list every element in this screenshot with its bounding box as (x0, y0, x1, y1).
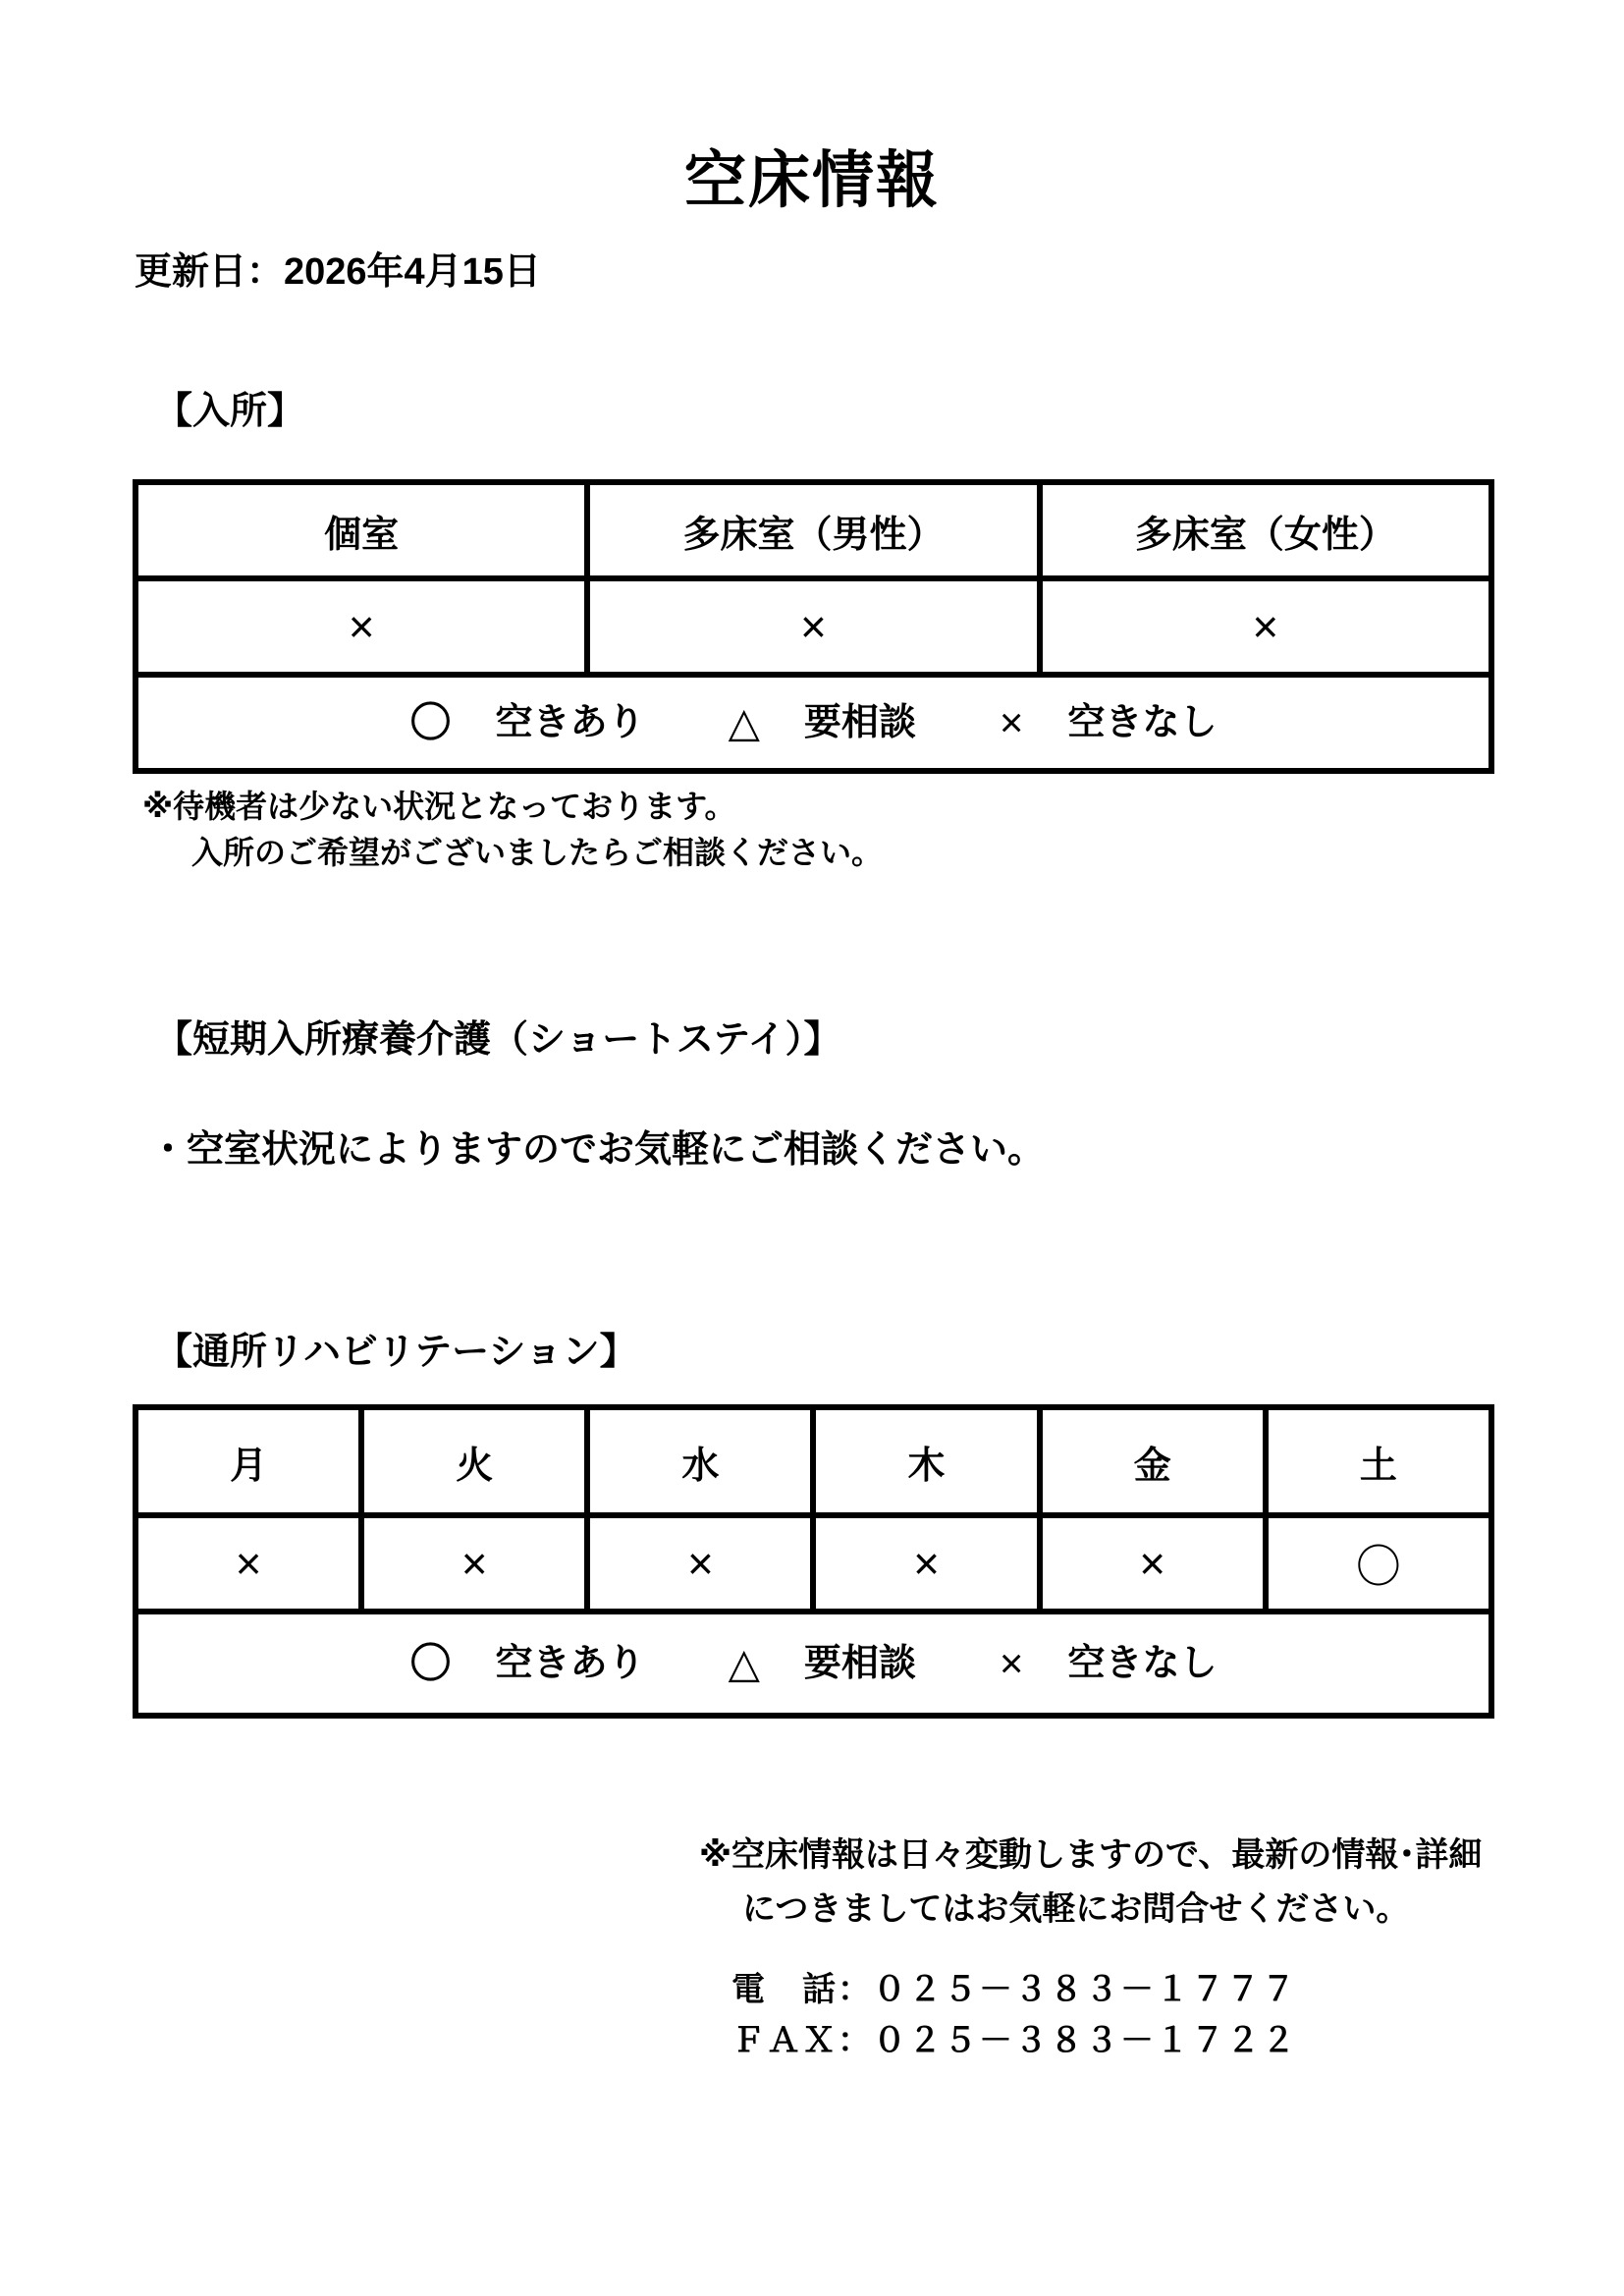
footer-notes (699, 1829, 1624, 1937)
day-mark-fri: × (1040, 1515, 1266, 1612)
day-rehab-header-row (135, 1407, 1491, 1515)
day-rehab-legend-row (135, 1612, 1491, 1716)
day-col-thu: 木 (813, 1407, 1039, 1515)
legend-item-consult (728, 699, 916, 746)
day-mark-wed: × (587, 1515, 813, 1612)
note-line: につきましてはお気軽にお問合せください。 (742, 1890, 1410, 1929)
triangle-icon: △ (728, 699, 760, 746)
triangle-icon: △ (728, 1640, 760, 1687)
day-col-wed: 水 (587, 1407, 813, 1515)
legend-label: 空きなし (1067, 1643, 1218, 1685)
day-mark-thu: × (813, 1515, 1039, 1612)
contact-block (731, 1964, 1624, 2066)
note-line: 入所のご希望がございましたらご相談ください。 (191, 835, 884, 871)
note-line: ※待機者は少ない状況となっております。 (142, 789, 736, 825)
short-stay-note: ・空室状況によりますのでお気軽にご相談ください。 (149, 1129, 1046, 1172)
day-mark-tue: × (361, 1515, 587, 1612)
note-line: ※空床情報は日々変動しますので、最新の情報･詳細 (699, 1836, 1483, 1875)
day-mark-mon: × (135, 1515, 361, 1612)
admission-mark-private-room: × (135, 578, 587, 675)
admission-table-header-row (135, 482, 1491, 578)
section-heading-day-rehab: 【通所リハビリテーション】 (155, 1331, 637, 1373)
update-date: 更新日：2026年4月15日 (135, 251, 541, 294)
availability-legend (138, 1640, 1489, 1687)
legend-label: 要相談 (803, 702, 916, 744)
cross-icon: × (999, 1640, 1024, 1687)
section-heading-admission: 【入所】 (155, 390, 305, 432)
day-rehab-marks-row (135, 1515, 1491, 1612)
circle-icon: 〇 (409, 1640, 452, 1687)
legend-label: 空きあり (495, 1643, 645, 1685)
day-col-tue: 火 (361, 1407, 587, 1515)
legend-item-full (999, 699, 1218, 746)
section-heading-short-stay: 【短期入所療養介護（ショートステイ）】 (155, 1019, 841, 1062)
legend-item-available (409, 699, 645, 746)
legend-label: 空きなし (1067, 702, 1218, 744)
cross-icon: × (999, 699, 1024, 746)
tel-line (731, 1964, 1624, 2015)
legend-label: 空きあり (495, 702, 645, 744)
admission-notes (142, 784, 1624, 876)
page-title: 空床情報 (684, 146, 940, 215)
legend-label: 要相談 (803, 1643, 916, 1685)
day-mark-sat: 〇 (1266, 1515, 1491, 1612)
fax-number: ０２５－３８３－１７２２ (873, 2022, 1297, 2060)
tel-number: ０２５－３８３－１７７７ (873, 1971, 1297, 2009)
day-col-fri: 金 (1040, 1407, 1266, 1515)
day-col-mon: 月 (135, 1407, 361, 1515)
admission-col-shared-room-female: 多床室（女性） (1040, 482, 1491, 578)
day-col-sat: 土 (1266, 1407, 1491, 1515)
admission-table-legend-row (135, 675, 1491, 771)
admission-table-marks-row (135, 578, 1491, 675)
availability-legend (138, 699, 1489, 746)
legend-item-full (999, 1640, 1218, 1687)
admission-col-private-room: 個室 (135, 482, 587, 578)
fax-label: ＦＡＸ： (731, 2022, 873, 2060)
tel-label: 電 話： (731, 1971, 873, 2009)
legend-item-consult (728, 1640, 916, 1687)
fax-line (731, 2015, 1624, 2066)
admission-col-shared-room-male: 多床室（男性） (587, 482, 1039, 578)
day-rehab-table (133, 1404, 1494, 1719)
circle-icon: 〇 (409, 699, 452, 746)
legend-item-available (409, 1640, 645, 1687)
admission-table (133, 479, 1494, 774)
admission-mark-shared-room-male: × (587, 578, 1039, 675)
admission-mark-shared-room-female: × (1040, 578, 1491, 675)
